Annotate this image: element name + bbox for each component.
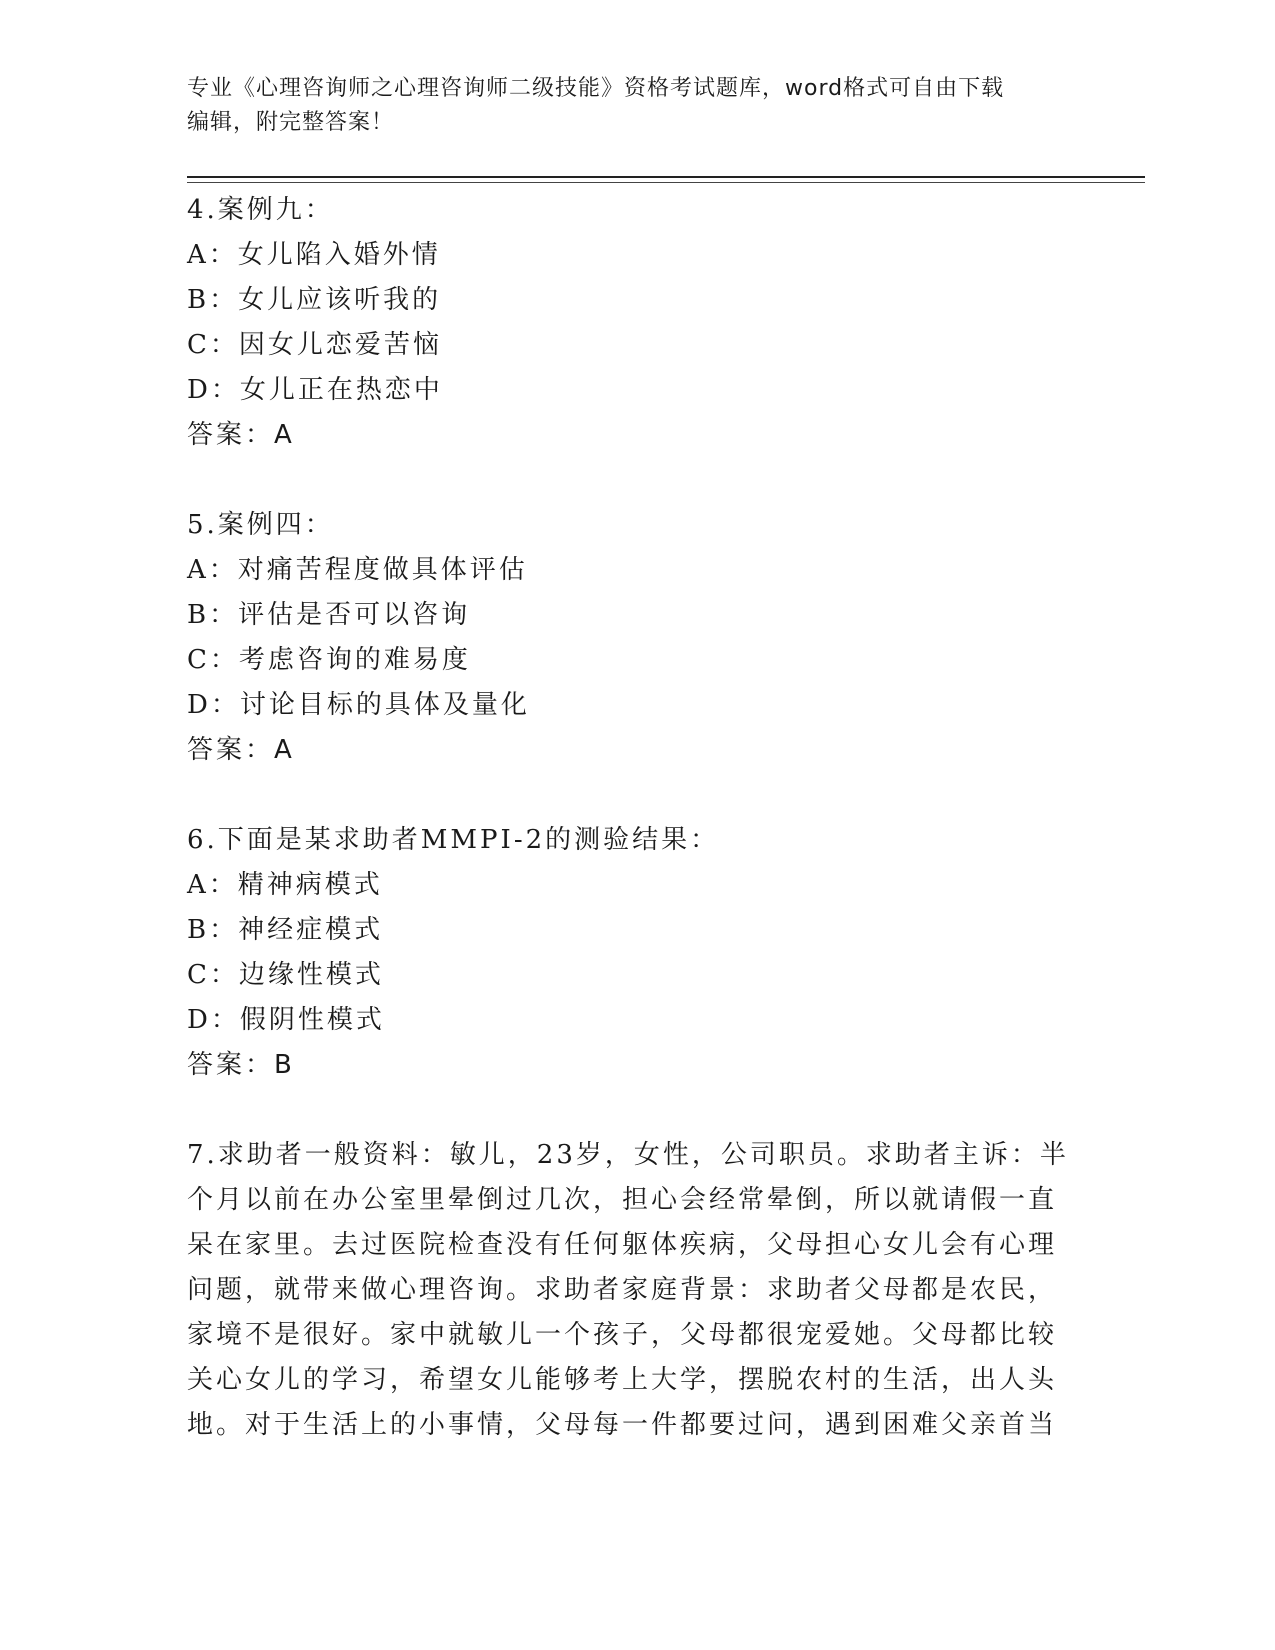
option-d: D：假阴性模式 <box>187 1005 385 1035</box>
question-6 <box>187 818 1067 1088</box>
header-divider-thin <box>187 182 1145 183</box>
answer: 答案：B <box>187 1050 295 1080</box>
header-line-2: 编辑，附完整答案！ <box>187 110 395 135</box>
question-4 <box>187 188 1067 458</box>
question-7-line: 问题，就带来做心理咨询。求助者家庭背景：求助者父母都是农民， <box>187 1275 1058 1305</box>
option-a: A：精神病模式 <box>187 870 383 900</box>
option-b: B：神经症模式 <box>187 915 384 945</box>
question-5 <box>187 503 1067 773</box>
question-title: 4.案例九： <box>187 195 334 225</box>
question-7-line: 7.求助者一般资料：敏儿，23岁，女性，公司职员。求助者主诉：半 <box>187 1140 1069 1170</box>
question-7-line: 个月以前在办公室里晕倒过几次，担心会经常晕倒，所以就请假一直 <box>187 1185 1058 1215</box>
question-7 <box>187 1133 1067 1448</box>
option-a: A：女儿陷入婚外情 <box>187 240 441 270</box>
question-7-line: 关心女儿的学习，希望女儿能够考上大学，摆脱农村的生活，出人头 <box>187 1365 1058 1395</box>
spacer <box>187 1088 1067 1133</box>
option-c: C：考虑咨询的难易度 <box>187 645 471 675</box>
header-divider-thick <box>187 176 1145 178</box>
question-7-line: 家境不是很好。家中就敏儿一个孩子，父母都很宠爱她。父母都比较 <box>187 1320 1058 1350</box>
question-7-line: 呆在家里。去过医院检查没有任何躯体疾病，父母担心女儿会有心理 <box>187 1230 1058 1260</box>
answer: 答案：A <box>187 735 295 765</box>
option-b: B：女儿应该听我的 <box>187 285 442 315</box>
option-b: B：评估是否可以咨询 <box>187 600 471 630</box>
option-a: A：对痛苦程度做具体评估 <box>187 555 528 585</box>
option-c: C：边缘性模式 <box>187 960 384 990</box>
option-d: D：讨论目标的具体及量化 <box>187 690 530 720</box>
question-title: 6.下面是某求助者MMPI-2的测验结果： <box>187 825 720 855</box>
option-c: C：因女儿恋爱苦恼 <box>187 330 442 360</box>
spacer <box>187 773 1067 818</box>
header-line-1: 专业《心理咨询师之心理咨询师二级技能》资格考试题库，word格式可自由下载 <box>187 76 1005 101</box>
option-d: D：女儿正在热恋中 <box>187 375 443 405</box>
spacer <box>187 458 1067 503</box>
answer: 答案：A <box>187 420 295 450</box>
question-7-line: 地。对于生活上的小事情，父母每一件都要过问，遇到困难父亲首当 <box>187 1410 1058 1440</box>
question-title: 5.案例四： <box>187 510 334 540</box>
document-header <box>187 72 1087 140</box>
question-list <box>187 188 1067 1448</box>
